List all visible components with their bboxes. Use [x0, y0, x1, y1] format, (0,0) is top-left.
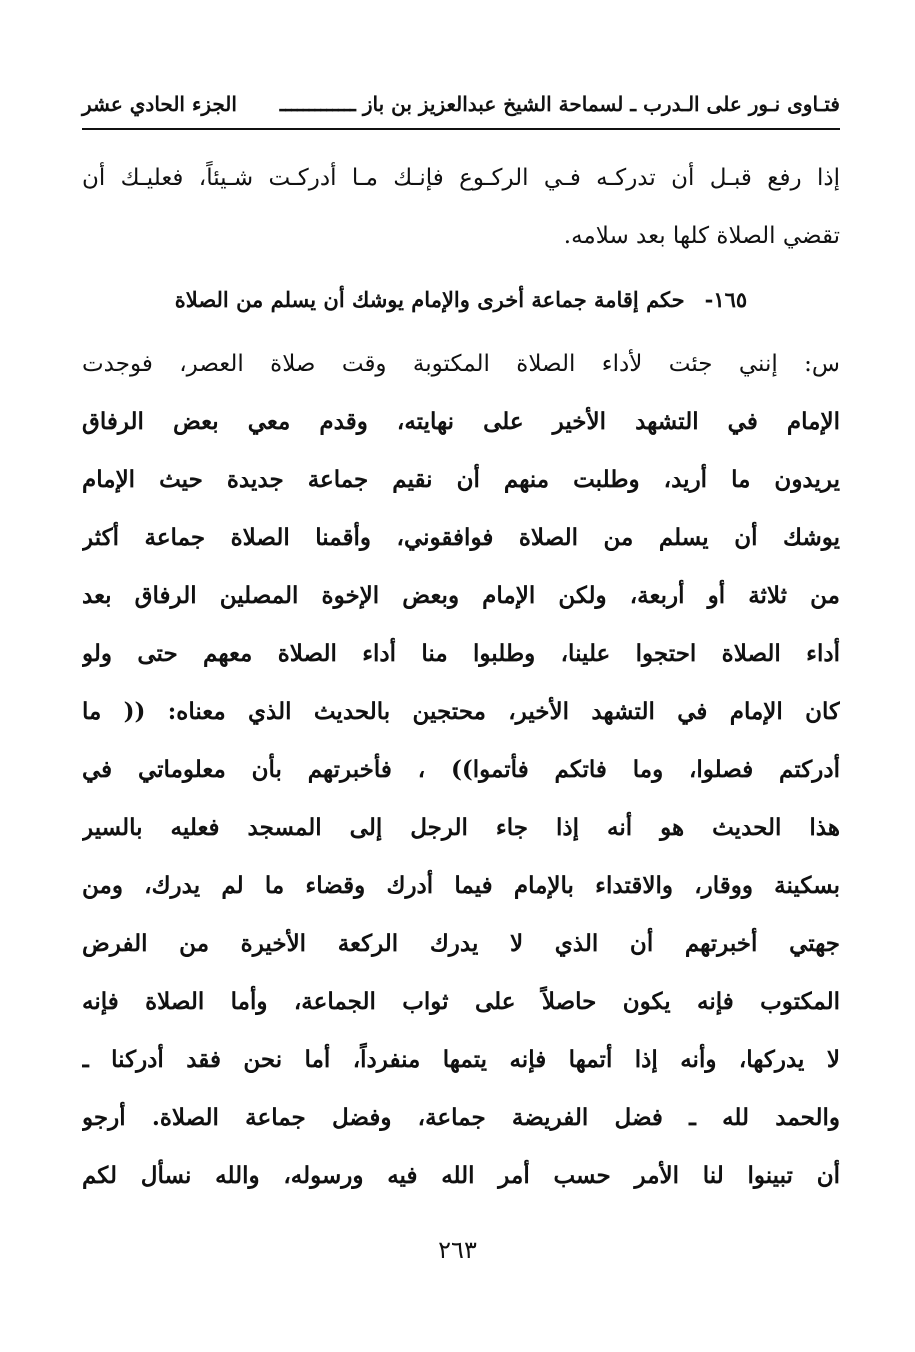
question-line: والحمد لله ـ فضل الفريضة جماعة، وفضل جماعة الصلاة. أرجو: [82, 1104, 840, 1131]
question-line: المكتوب فإنه يكون حاصلاً على ثواب الجماعة، وأما الصلاة فإنه: [82, 988, 840, 1015]
intro-line-1: إذا رفع قبـل أن تدركـه فـي الركـوع فإنـك مـا أدركـت شـيئاً، فعليـك أن: [82, 165, 840, 191]
header-divider: [82, 128, 840, 130]
question-line: لا يدركها، وأنه إذا أتمها فإنه يتمها منفرداً، أما نحن فقد أدركنا ـ: [82, 1046, 840, 1073]
question-line: جهتي أخبرتهم أن الذي لا يدرك الركعة الأخيرة من الفرض: [82, 930, 840, 957]
question-line: بسكينة ووقار، والاقتداء بالإمام فيما أدرك وقضاء ما لم يدرك، ومن: [82, 872, 840, 899]
question-line: يوشك أن يسلم من الصلاة فوافقوني، وأقمنا الصلاة جماعة أكثر: [82, 524, 840, 551]
section-heading: [82, 274, 840, 326]
section-title: حكم إقامة جماعة أخرى والإمام يوشك أن يسلم من الصلاة: [174, 287, 685, 312]
volume-part: الجزء الحادي عشر: [82, 92, 237, 116]
question-line: من ثلاثة أو أربعة، ولكن الإمام وبعض الإخوة المصلين الرفاق بعد: [82, 582, 840, 609]
intro-line-2: تقضي الصلاة كلها بعد سلامه.: [563, 223, 840, 249]
question-line: الإمام في التشهد الأخير على نهايته، وقدم معي بعض الرفاق: [82, 408, 840, 435]
question-line: أدركتم فصلوا، وما فاتكم فأتموا)) ، فأخبرتهم بأن معلوماتي في: [82, 756, 840, 783]
question-line: كان الإمام في التشهد الأخير، محتجين بالحديث الذي معناه: (( ما: [82, 698, 840, 725]
question-line: س: إنني جئت لأداء الصلاة المكتوبة وقت صلاة العصر، فوجدت: [82, 351, 840, 377]
page-number: ٢٦٣: [438, 1236, 477, 1264]
question-line: أداء الصلاة احتجوا علينا، وطلبوا منا أداء الصلاة معهم حتى ولو: [82, 640, 840, 667]
section-number: ١٦٥-: [704, 287, 748, 312]
question-line: أن تبينوا لنا الأمر حسب أمر الله فيه ورسوله، والله نسأل لكم: [82, 1162, 840, 1189]
question-line: هذا الحديث هو أنه إذا جاء الرجل إلى المسجد فعليه بالسير: [82, 814, 840, 841]
book-title: فتـاوى نـور على الـدرب ـ لسماحة الشيخ عبدالعزيز بن باز ـــــــــــــ: [279, 92, 840, 116]
question-line: يريدون ما أريد، وطلبت منهم أن نقيم جماعة جديدة حيث الإمام: [82, 466, 840, 493]
running-header: [82, 84, 840, 124]
